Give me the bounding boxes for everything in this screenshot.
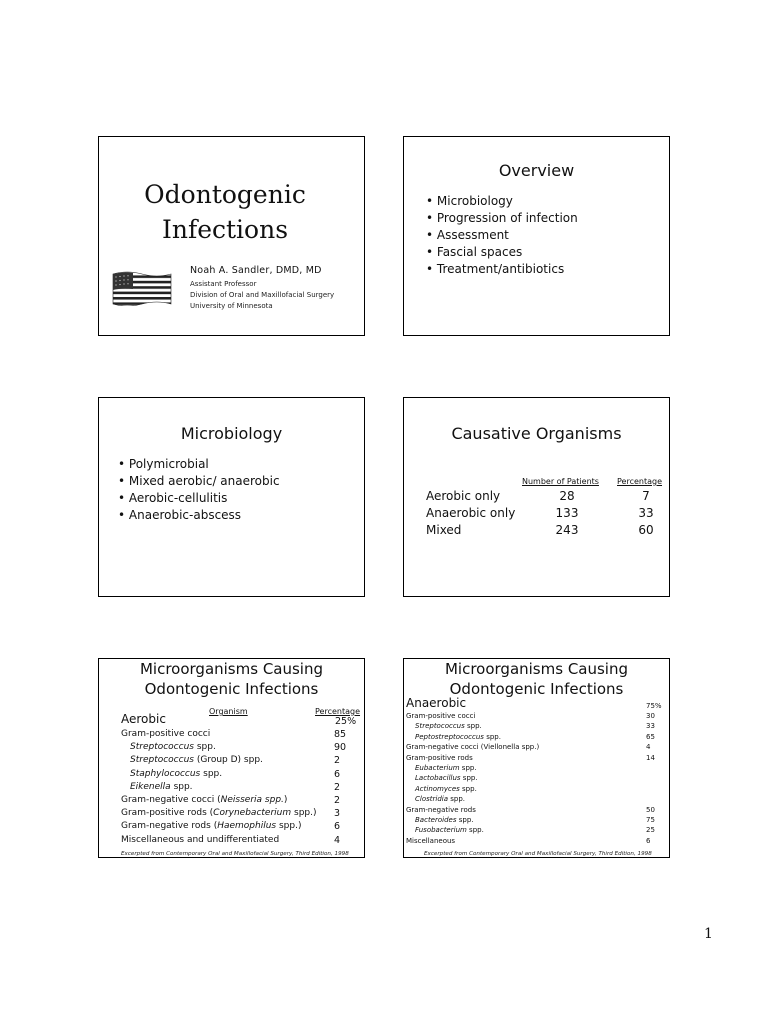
table-cell-value: 14 (646, 753, 655, 762)
table-cell-value: 6 (334, 768, 341, 780)
table-row-label: Anaerobic only (426, 506, 516, 520)
slide-heading: Overview (498, 161, 575, 180)
table-cell: 33 (638, 506, 654, 520)
table-cell-value: 50 (646, 805, 655, 814)
table-row: Miscellaneous (406, 836, 456, 845)
slide-title-heading (99, 177, 351, 247)
table-cell: 133 (555, 506, 579, 520)
table-row: Gram-negative cocci (Neisseria spp.) (121, 795, 288, 805)
page-number: 1 (704, 926, 713, 942)
table-row: Eubacterium spp. (415, 764, 477, 772)
table-row: Actinomyces spp. (415, 784, 477, 793)
slide-aerobic-microorganisms (98, 658, 365, 858)
table-cell-value: 30 (646, 712, 655, 720)
table-row: Streptococcus spp. (415, 722, 482, 731)
table-row: Gram-negative cocci (Viellonella spp.) (406, 743, 540, 752)
table-row: Lactobacillus spp. (415, 774, 478, 783)
table-row: Peptostreptococcus spp. (415, 732, 501, 741)
table-row-label: Aerobic only (426, 489, 501, 503)
table-row: Gram-positive rods (406, 753, 473, 762)
bullet-item: • Microbiology (426, 193, 578, 210)
heading-line: Microorganisms Causing (444, 660, 629, 678)
table-cell-value: 65 (646, 732, 655, 741)
table-row: Streptococcus spp. (130, 742, 216, 753)
table-cell-value: 75 (646, 816, 655, 824)
section-label: Anaerobic (406, 696, 467, 710)
table-cell: 7 (642, 489, 650, 503)
table-row: Gram-positive cocci (121, 729, 211, 739)
slide-heading: Causative Organisms (451, 424, 622, 443)
slide-heading: Microbiology (180, 424, 283, 443)
table-row: Streptococcus (Group D) spp. (130, 755, 263, 766)
table-cell-value: 4 (646, 743, 651, 752)
bullet-list (118, 456, 280, 524)
section-value: 75% (646, 702, 662, 710)
bullet-item: • Anaerobic-abscess (118, 507, 280, 524)
citation: Excerpted from Contemporary Oral and Maxillofacial Surgery, Third Edition, 1998 (424, 851, 652, 857)
table-row: Eikenella spp. (130, 781, 193, 792)
table-row: Clostridia spp. (415, 795, 465, 804)
table-row: Gram-negative rods (406, 805, 476, 814)
table-cell-value: 6 (334, 821, 341, 833)
column-header: Number of Patients (522, 477, 599, 486)
column-header: Organism (209, 707, 248, 716)
slide-title (98, 136, 365, 336)
table-cell-value: 3 (334, 808, 341, 820)
section-value: 25% (335, 716, 357, 727)
bullet-item: • Aerobic-cellulitis (118, 490, 280, 507)
table-cell-value: 25 (646, 826, 655, 835)
bullet-item: • Polymicrobial (118, 456, 280, 473)
slide-anaerobic-microorganisms (403, 658, 670, 858)
table-row: Bacteroides spp. (415, 816, 474, 824)
table-row: Gram-positive rods (Corynebacterium spp.) (121, 808, 317, 819)
us-flag-icon (111, 270, 173, 306)
column-header: Percentage (617, 477, 663, 486)
table-row-label: Mixed (426, 523, 462, 537)
affiliation-line: University of Minnesota (190, 302, 273, 310)
section-label: Aerobic (121, 712, 166, 726)
table-cell-value: 85 (334, 729, 347, 740)
table-cell: 243 (555, 523, 579, 537)
table-cell-value: 4 (334, 834, 341, 846)
column-header: Percentage (315, 707, 361, 716)
author-name: Noah A. Sandler, DMD, MD (190, 265, 322, 276)
table-cell-value: 2 (334, 755, 341, 767)
citation: Excerpted from Contemporary Oral and Maxillofacial Surgery, Third Edition, 1998 (121, 851, 349, 857)
bullet-item: • Assessment (426, 227, 578, 244)
bullet-item: • Mixed aerobic/ anaerobic (118, 473, 280, 490)
table-cell-value: 90 (334, 742, 347, 754)
table-cell-value: 2 (334, 781, 341, 793)
affiliation-line: Assistant Professor (190, 280, 257, 288)
affiliation-line: Division of Oral and Maxillofacial Surgery (190, 291, 335, 299)
slide-heading (99, 659, 364, 699)
table-cell-value: 2 (334, 795, 341, 806)
slide-microbiology (98, 397, 365, 597)
heading-line: Odontogenic Infections (144, 680, 319, 698)
bullet-list (426, 193, 578, 278)
title-line-1: Odontogenic (144, 180, 306, 209)
heading-line: Odontogenic Infections (449, 680, 624, 698)
table-row: Miscellaneous and undifferentiated (121, 834, 280, 845)
title-line-2: Infections (161, 215, 289, 244)
bullet-item: • Fascial spaces (426, 244, 578, 261)
table-cell-value: 6 (646, 836, 651, 845)
slide-heading (404, 659, 669, 699)
table-cell-value: 33 (646, 722, 655, 731)
table-row: Gram-positive cocci (406, 712, 476, 720)
table-row: Staphylococcus spp. (130, 768, 223, 779)
table-row: Fusobacterium spp. (415, 826, 484, 835)
heading-line: Microorganisms Causing (139, 660, 324, 678)
slide-causative-organisms (403, 397, 670, 597)
table-cell: 28 (559, 489, 575, 503)
table-row: Gram-negative rods (Haemophilus spp.) (121, 821, 302, 832)
slide-overview (403, 136, 670, 336)
bullet-item: • Treatment/antibiotics (426, 261, 578, 278)
table-cell: 60 (638, 523, 654, 537)
bullet-item: • Progression of infection (426, 210, 578, 227)
